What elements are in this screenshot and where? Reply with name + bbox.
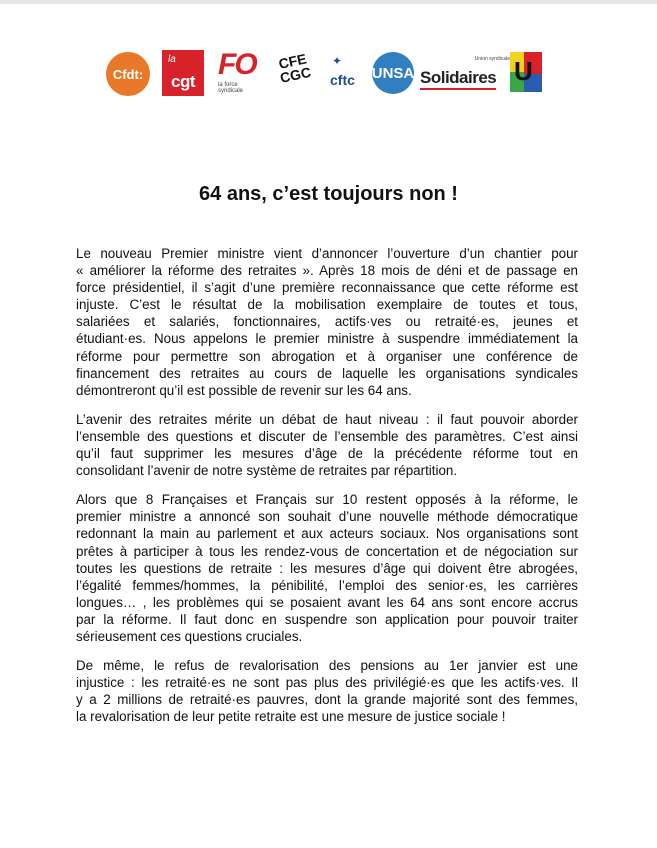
solidaires-logo	[420, 50, 512, 96]
paragraph-line: injuste. C’est le résultat de la mobilisation exemplaire de toutes et tous,	[76, 297, 578, 313]
us-logo-text: U	[514, 56, 533, 86]
cgt-logo-script: la	[168, 54, 176, 65]
paragraph-line: la revalorisation de leur petite retraite est une mesure de justice sociale !	[76, 709, 506, 725]
solidaires-logo-small-text: Union syndicale	[474, 56, 510, 62]
cgt-logo-text: cgt	[171, 72, 195, 91]
cftc-logo-text: cftc	[330, 72, 355, 88]
paragraph-line: salariées et salariés, fonctionnaires, actifs·ves ou retraité·es, jeunes et	[76, 314, 578, 330]
paragraph-line: injustice : les retraité·es ne sont pas plus des privilégié·es que les actifs·ves. Il	[76, 675, 578, 691]
paragraph-line: prêtes à participer à tous les rendez-vous de concertation et de négociation sur	[76, 543, 578, 559]
paragraph-line: longues… , les problèmes qui se posaient avant les 64 ans sont encore accrus	[76, 594, 578, 610]
union-logos-strip	[106, 50, 548, 96]
paragraph-line: réforme pour permettre son abrogation et à organiser une conférence de	[76, 348, 578, 364]
paragraph-line: De même, le refus de revalorisation des pensions au 1er janvier est une	[76, 658, 578, 674]
us-logo	[506, 50, 546, 96]
paragraph-line: premier ministre a annoncé son souhait d’une nouvelle méthode démocratique	[76, 509, 578, 525]
paragraph-line: L’avenir des retraites mérite un débat de haut niveau : il faut pouvoir aborder	[76, 411, 578, 427]
cfe-cgc-logo-text: CFE CGC	[277, 50, 313, 86]
cfe-cgc-logo	[270, 50, 318, 96]
paragraph-line: y a 2 millions de retraité·es pauvres, dont la grande majorité sont des femmes,	[76, 692, 578, 708]
fo-logo	[214, 50, 264, 96]
cgt-logo	[162, 50, 204, 96]
paragraph	[76, 657, 578, 725]
paragraph	[76, 491, 578, 645]
paragraph-line: financement des retraites au cours de laquelle les organisations syndicales	[76, 365, 578, 381]
statement-body	[76, 245, 578, 737]
paragraph-line: l’ensemble des questions et discuter de l’ensemble des paramètres. C’est ainsi	[76, 428, 578, 444]
cfdt-logo-text: Cfdt:	[112, 66, 144, 82]
paragraph-line: force présidentiel, il s’agit d’une première reconnaissance que cette réforme est	[76, 280, 578, 296]
unsa-logo-text: UNSA	[371, 64, 415, 82]
paragraph-line: qu’il faut supprimer les mesures d’âge de la précédente réforme tout en	[76, 446, 578, 462]
paragraph-line: par la réforme. Il faut donc en suspendre son application pour pouvoir traiter	[76, 611, 578, 627]
paragraph-line: sérieusement ces questions cruciales.	[76, 628, 303, 644]
paragraph-line: étudiant·es. Nous appelons le premier ministre à suspendre immédiatement la	[76, 331, 578, 347]
paragraph-line: l’égalité femmes/hommes, la pénibilité, l’emploi des senior·es, les carrières	[76, 577, 578, 593]
cfdt-logo	[106, 52, 150, 96]
dove-icon: ✦	[332, 54, 343, 68]
paragraph-line: redonnant la main au parlement et aux acteurs sociaux. Nos organisations sont	[76, 526, 578, 542]
page-edge	[0, 0, 657, 4]
fo-logo-subtext: la force syndicale	[218, 82, 244, 94]
paragraph	[76, 411, 578, 479]
paragraph-line: « améliorer la réforme des retraites ». Après 18 mois de déni et de passage en	[76, 263, 578, 279]
paragraph	[76, 245, 578, 399]
paragraph-line: démontreront qu’il est possible de revenir sur les 64 ans.	[76, 382, 412, 398]
solidaires-logo-text: Solidaires	[420, 68, 496, 90]
fo-logo-text: FO	[218, 48, 256, 81]
paragraph-line: toutes les questions de retraite : les mesures d’âge qui doivent être abrogées,	[76, 560, 578, 576]
paragraph-line: consolidant l’avenir de notre système de retraites par répartition.	[76, 463, 458, 479]
unsa-logo	[372, 52, 414, 94]
paragraph-line: Alors que 8 Françaises et Français sur 10 restent opposés à la réforme, le	[76, 492, 578, 508]
cftc-logo	[328, 50, 368, 96]
paragraph-line: Le nouveau Premier ministre vient d’annoncer l’ouverture d’un chantier pour	[76, 246, 578, 261]
page-title: 64 ans, c’est toujours non !	[199, 183, 458, 205]
